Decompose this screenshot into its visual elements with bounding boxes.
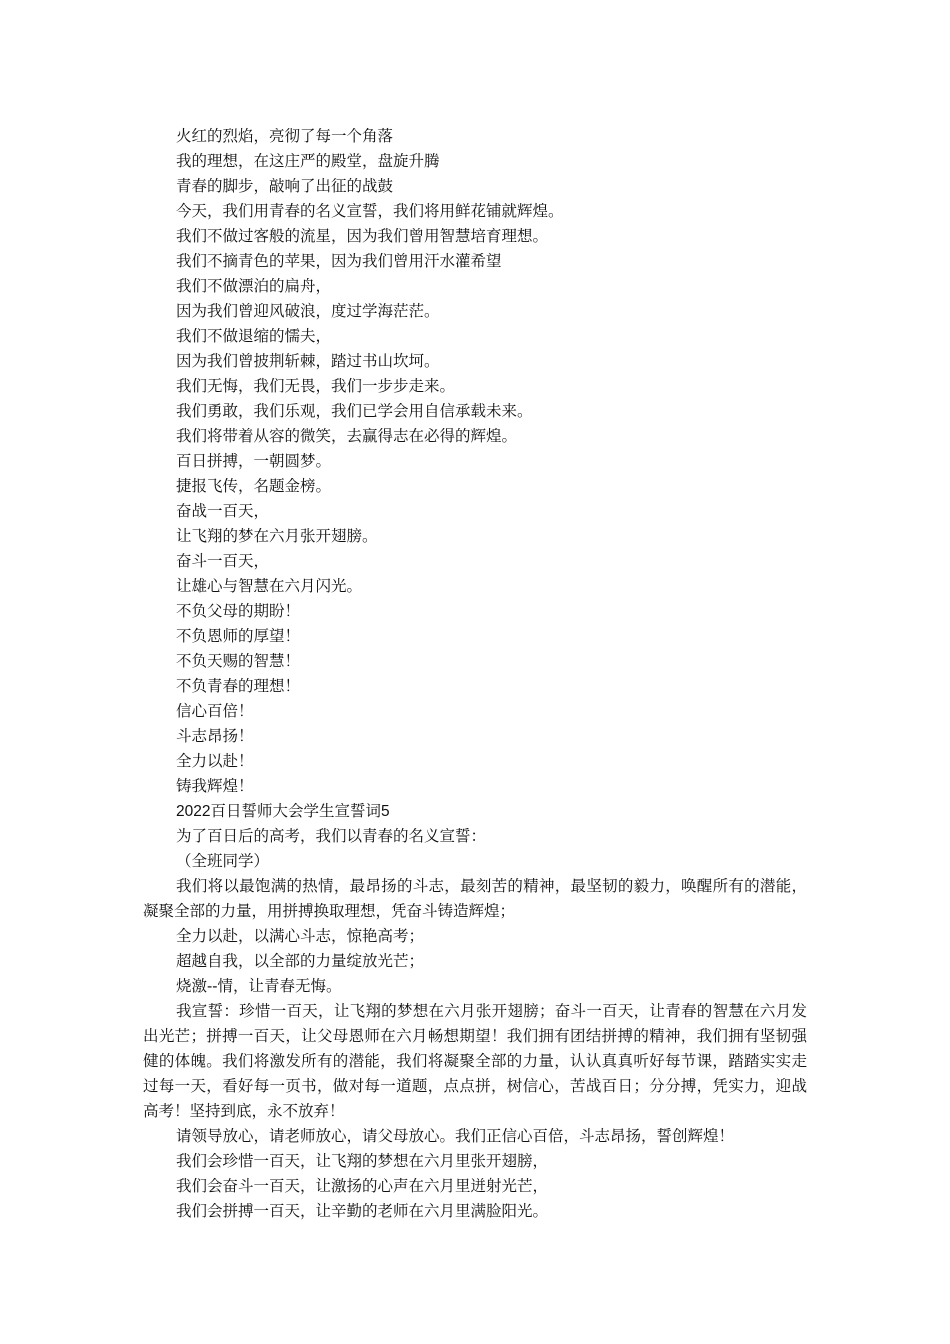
paragraph: 我们勇敢，我们乐观，我们已学会用自信承载未来。 [176, 402, 533, 420]
paragraph: 我们会拼搏一百天，让辛勤的老师在六月里满脸阳光。 [176, 1202, 549, 1220]
paragraph: 因为我们曾迎风破浪，度过学海茫茫。 [176, 302, 440, 320]
paragraph: 我们将带着从容的微笑，去赢得志在必得的辉煌。 [176, 427, 518, 445]
paragraph: 斗志昂扬！ [176, 727, 254, 745]
paragraph: 不负恩师的厚望！ [176, 627, 301, 645]
paragraph: 我们会奋斗一百天，让激扬的心声在六月里迸射光芒， [176, 1177, 549, 1195]
paragraph: 信心百倍！ [176, 702, 254, 720]
paragraph: 全力以赴！ [176, 752, 254, 770]
paragraph: 百日拼搏，一朝圆梦。 [176, 452, 332, 470]
paragraph: 奋斗一百天， [176, 552, 270, 570]
paragraph: 我们不做漂泊的扁舟， [176, 277, 332, 295]
paragraph: 为了百日后的高考，我们以青春的名义宣誓： [176, 827, 487, 845]
paragraph: 不负青春的理想！ [176, 677, 301, 695]
paragraph: 今天，我们用青春的名义宣誓，我们将用鲜花铺就辉煌。 [176, 202, 564, 220]
paragraph: 奋战一百天， [176, 502, 270, 520]
document-body [143, 124, 807, 1224]
paragraph: （全班同学） [176, 852, 270, 870]
paragraph: 不负天赐的智慧！ [176, 652, 301, 670]
paragraph: 我的理想，在这庄严的殿堂，盘旋升腾 [176, 152, 440, 170]
paragraph: 烧激--情，让青春无悔。 [176, 977, 342, 995]
paragraph: 不负父母的期盼！ [176, 602, 301, 620]
paragraph: 铸我辉煌！ [176, 777, 254, 795]
paragraph: 我宣誓：珍惜一百天，让飞翔的梦想在六月张开翅膀；奋斗一百天，让青春的智慧在六月发出光芒；拼搏一百天，让父母恩师在六月畅想期望！我们拥有团结拼搏的精神，我们拥有坚韧强健的体魄。我们将激发所有的潜能，我们将凝聚全部的力量，认认真真听好每节课，踏踏实实走过每一天，看好每一页书，做对每一道题，点点拼，树信心，苦战百日；分分搏，凭实力，迎战高考！坚持到底，永不放弃！ [143, 1002, 807, 1120]
paragraph: 请领导放心，请老师放心，请父母放心。我们正信心百倍，斗志昂扬，誓创辉煌！ [176, 1127, 735, 1145]
paragraph: 捷报飞传，名题金榜。 [176, 477, 332, 495]
paragraph: 我们无悔，我们无畏，我们一步步走来。 [176, 377, 456, 395]
paragraph: 超越自我，以全部的力量绽放光芒； [176, 952, 425, 970]
paragraph: 我们不做过客般的流星，因为我们曾用智慧培育理想。 [176, 227, 549, 245]
paragraph: 我们不摘青色的苹果，因为我们曾用汗水灌希望 [176, 252, 502, 270]
paragraph: 火红的烈焰，亮彻了每一个角落 [176, 127, 394, 145]
paragraph: 我们不做退缩的懦夫， [176, 327, 332, 345]
paragraph: 我们将以最饱满的热情，最昂扬的斗志，最刻苦的精神，最坚韧的毅力，唤醒所有的潜能，凝聚全部的力量，用拼搏换取理想，凭奋斗铸造辉煌； [143, 877, 807, 920]
paragraph: 让雄心与智慧在六月闪光。 [176, 577, 363, 595]
paragraph: 全力以赴，以满心斗志，惊艳高考； [176, 927, 425, 945]
paragraph: 因为我们曾披荆斩棘，踏过书山坎坷。 [176, 352, 440, 370]
paragraph: 青春的脚步，敲响了出征的战鼓 [176, 177, 394, 195]
section-heading: 2022百日誓师大会学生宣誓词5 [176, 803, 390, 820]
paragraph: 我们会珍惜一百天，让飞翔的梦想在六月里张开翅膀， [176, 1152, 549, 1170]
paragraph: 让飞翔的梦在六月张开翅膀。 [176, 527, 378, 545]
